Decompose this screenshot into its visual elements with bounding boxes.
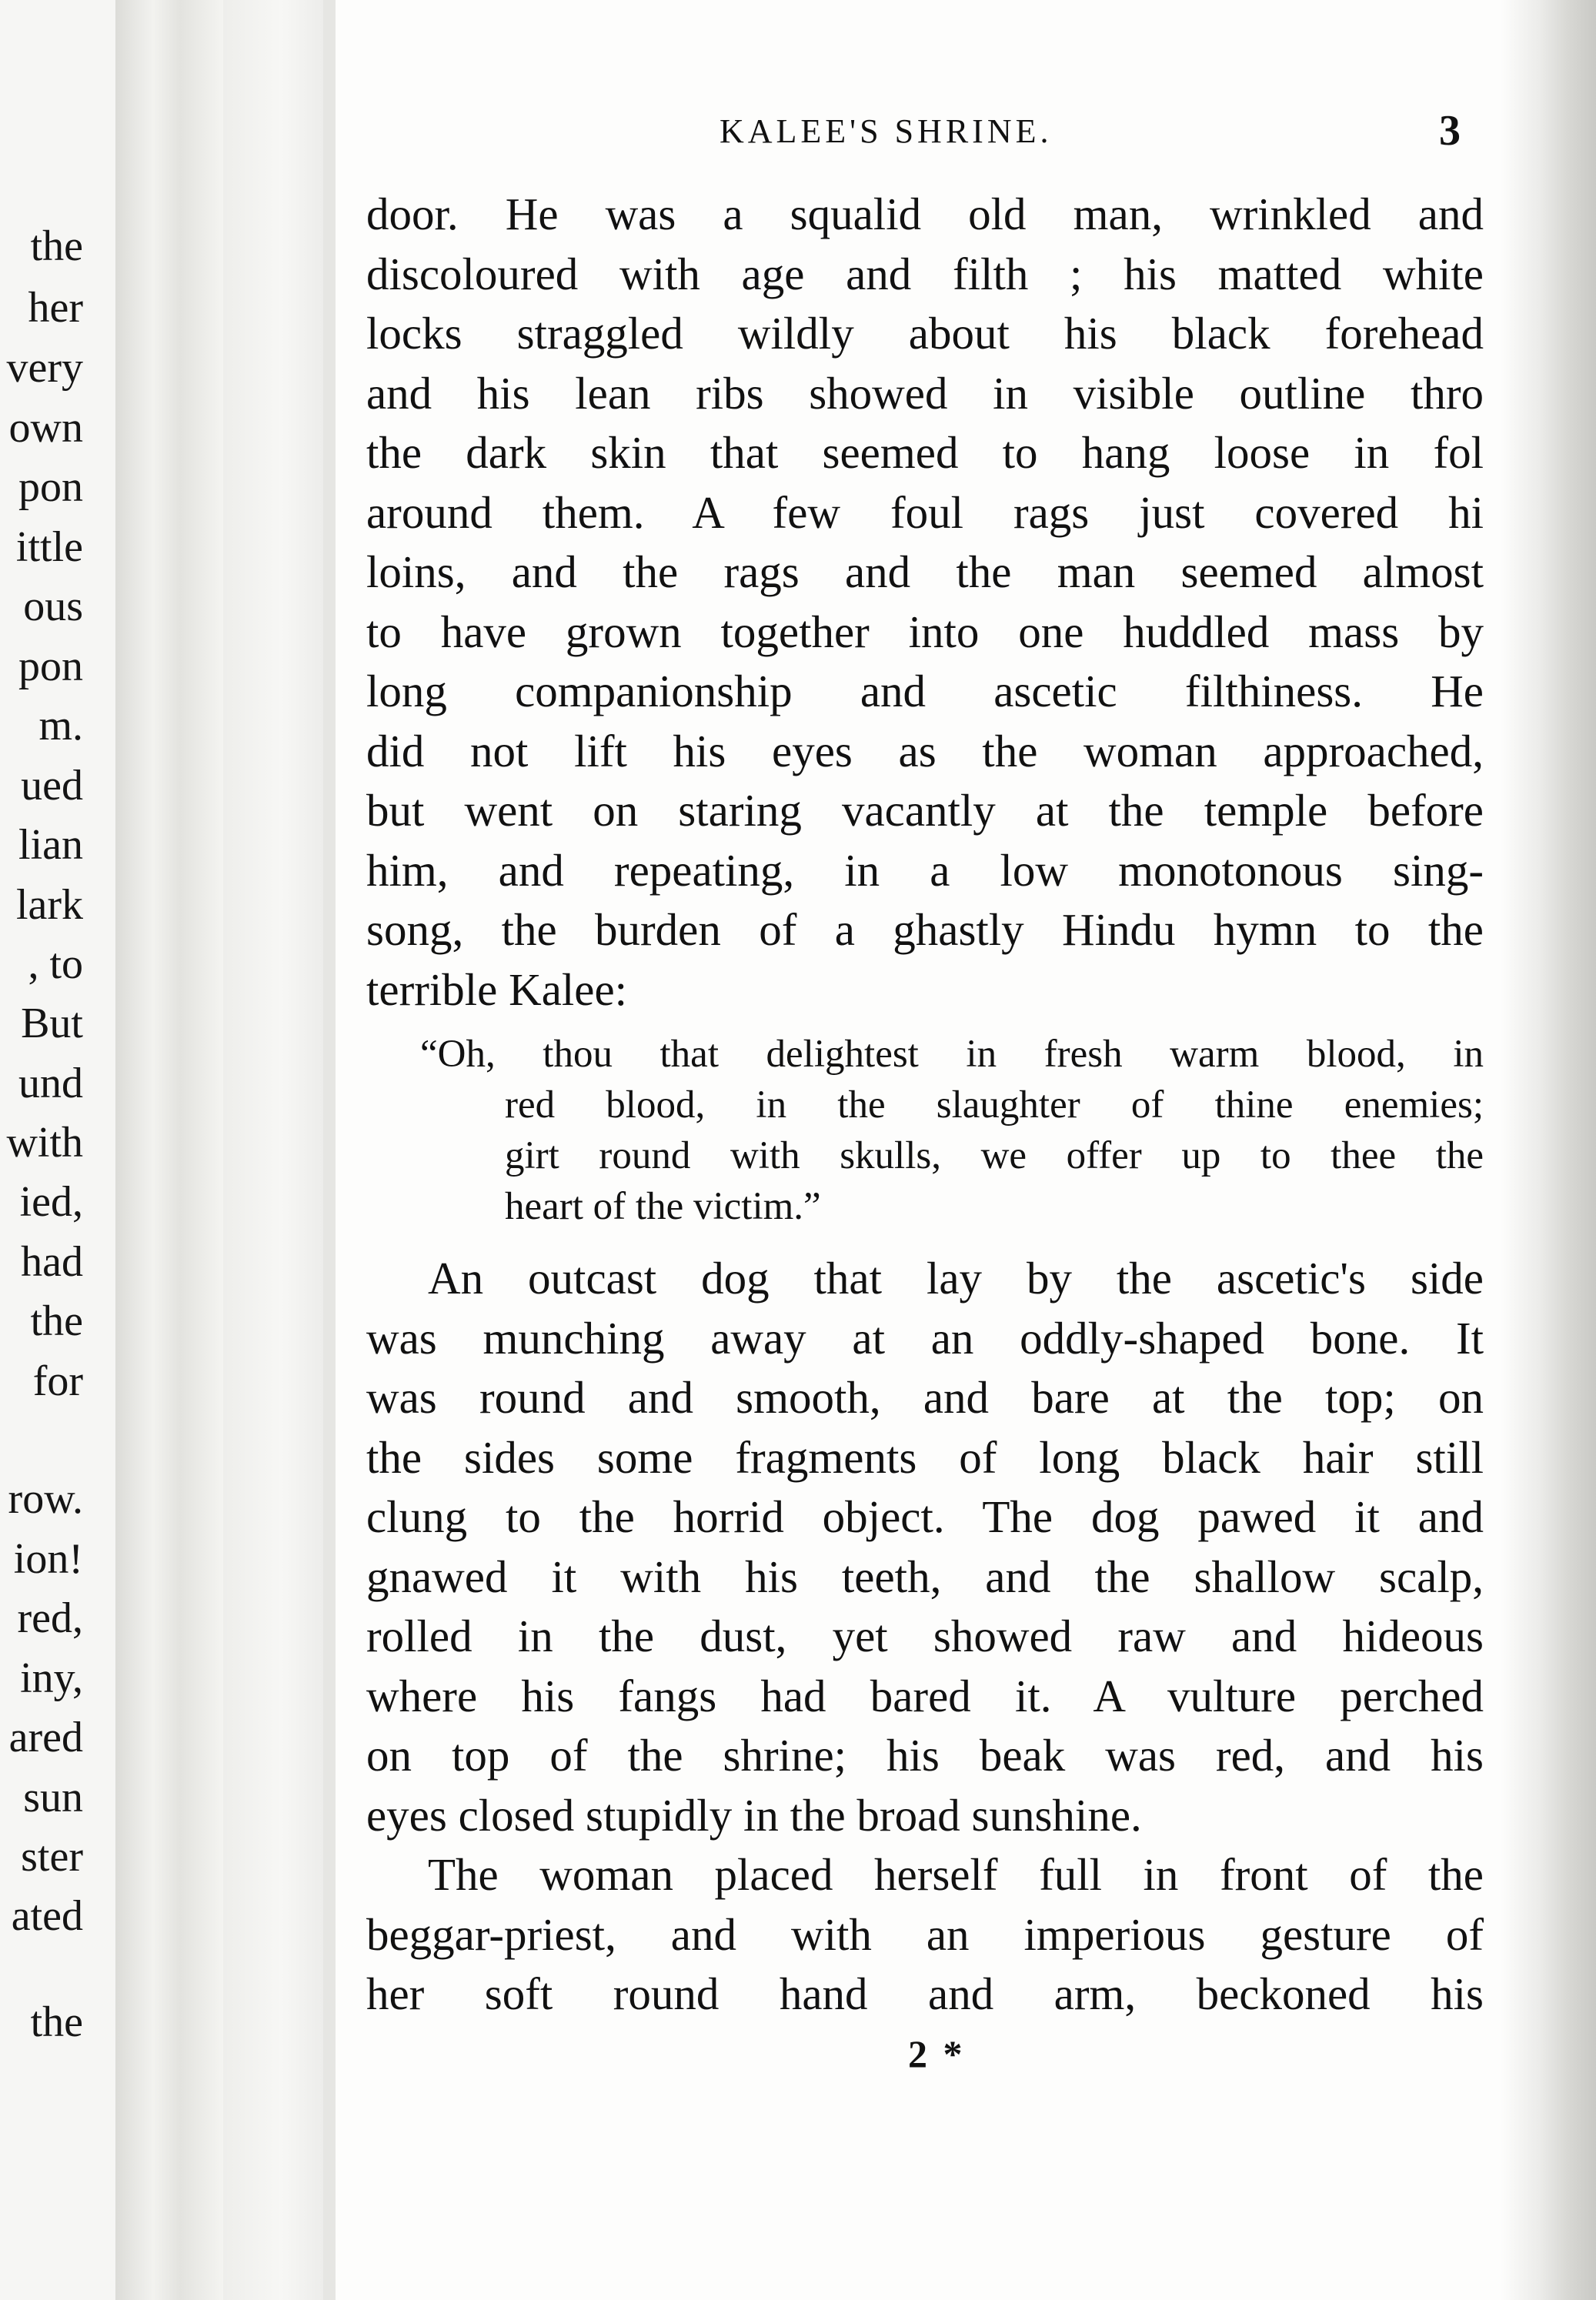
- text-line: the dark skin that seemed to hang loose in fol: [366, 427, 1484, 478]
- facing-page-fragment: her: [28, 284, 83, 332]
- page-right-edge: [1501, 0, 1596, 2300]
- facing-page-fragment: red,: [17, 1594, 83, 1642]
- facing-page-fragment: for: [32, 1357, 83, 1405]
- paragraph-2: [366, 1249, 1484, 1845]
- page-number: 3: [1439, 107, 1461, 155]
- text-line: to have grown together into one huddled mass by: [366, 606, 1484, 657]
- quote-line: red blood, in the slaughter of thine enemies;: [505, 1083, 1484, 1127]
- facing-page-fragment: ster: [21, 1833, 83, 1881]
- hymn-quotation: [366, 1029, 1484, 1232]
- text-line: her soft round hand and arm, beckoned his: [366, 1968, 1484, 2019]
- facing-page-fragment: own: [8, 404, 83, 452]
- text-line: loins, and the rags and the man seemed almost: [366, 546, 1484, 597]
- text-line: him, and repeating, in a low monotonous sing-: [366, 844, 1484, 896]
- facing-page-fragment: the: [30, 222, 83, 270]
- text-line: but went on staring vacantly at the temple before: [366, 785, 1484, 836]
- quote-line: “Oh, thou that delightest in fresh warm blood, in: [420, 1033, 1484, 1076]
- facing-page-fragment: had: [21, 1238, 83, 1286]
- text-line: where his fangs had bared it. A vulture perched: [366, 1670, 1484, 1721]
- text-line: was round and smooth, and bare at the top; on: [366, 1372, 1484, 1423]
- paragraph-1: [366, 185, 1484, 1020]
- text-line: discoloured with age and filth ; his matted white: [366, 248, 1484, 299]
- facing-page-fragment: ion!: [13, 1535, 83, 1583]
- text-line: eyes closed stupidly in the broad sunshine.: [366, 1789, 1142, 1841]
- facing-page-fragment: ared: [8, 1714, 83, 1761]
- running-title: KALEE'S SHRINE.: [720, 112, 1053, 150]
- text-line: did not lift his eyes as the woman approached,: [366, 725, 1484, 776]
- text-line: terrible Kalee:: [366, 963, 628, 1015]
- text-line: locks straggled wildly about his black forehead: [366, 308, 1484, 359]
- text-line: The woman placed herself full in front of the: [428, 1849, 1484, 1900]
- facing-page-fragment: , to: [28, 940, 83, 988]
- facing-page-fragment: ous: [23, 583, 83, 630]
- text-line: and his lean ribs showed in visible outline thro: [366, 367, 1484, 419]
- facing-page-fragment: pon: [18, 463, 83, 511]
- text-line: long companionship and ascetic filthiness. He: [366, 666, 1484, 716]
- text-line: rolled in the dust, yet showed raw and hideous: [366, 1611, 1484, 1661]
- text-line: gnawed it with his teeth, and the shallow scalp,: [366, 1551, 1484, 1602]
- facing-page-fragment: iny,: [20, 1654, 83, 1702]
- facing-page: [0, 0, 115, 2300]
- facing-page-fragment: with: [6, 1119, 83, 1167]
- text-line: the sides some fragments of long black hair still: [366, 1431, 1484, 1483]
- text-line: door. He was a squalid old man, wrinkled and: [366, 189, 1484, 239]
- quote-line: girt round with skulls, we offer up to thee the: [505, 1134, 1484, 1177]
- facing-page-fragment: sun: [23, 1774, 83, 1821]
- facing-page-fragment: row.: [8, 1475, 83, 1523]
- body-text: [366, 185, 1484, 2025]
- text-line: was munching away at an oddly-shaped bone. It: [366, 1312, 1484, 1364]
- facing-page-fragment: ued: [21, 762, 83, 810]
- page-fold-line: [323, 0, 336, 2300]
- facing-page-fragment: the: [30, 1998, 83, 2046]
- facing-page-fragment: lian: [18, 821, 83, 869]
- facing-page-fragment: m.: [38, 702, 83, 749]
- text-line: clung to the horrid object. The dog pawed it and: [366, 1491, 1484, 1542]
- text-line: around them. A few foul rags just covered hi: [366, 486, 1484, 538]
- facing-page-fragment: lark: [15, 881, 83, 929]
- facing-page-fragment: the: [30, 1297, 83, 1345]
- facing-page-fragment: pon: [18, 643, 83, 690]
- facing-page-fragment: very: [6, 344, 83, 392]
- text-line: on top of the shrine; his beak was red, and his: [366, 1730, 1484, 1781]
- facing-page-fragment: und: [18, 1060, 83, 1107]
- signature-mark: 2 *: [908, 2032, 966, 2075]
- facing-page-fragment: But: [21, 1000, 83, 1047]
- facing-page-fragment: ittle: [15, 523, 83, 571]
- facing-page-fragment: ated: [11, 1892, 83, 1940]
- paragraph-3: [366, 1845, 1484, 2025]
- text-line: song, the burden of a ghastly Hindu hymn to the: [366, 904, 1484, 955]
- book-gutter-shadow: [115, 0, 223, 2300]
- quote-line: heart of the victim.”: [505, 1185, 821, 1228]
- text-line: beggar-priest, and with an imperious gesture of: [366, 1908, 1484, 1960]
- facing-page-fragment: ied,: [19, 1178, 83, 1226]
- text-line: An outcast dog that lay by the ascetic's side: [428, 1253, 1484, 1304]
